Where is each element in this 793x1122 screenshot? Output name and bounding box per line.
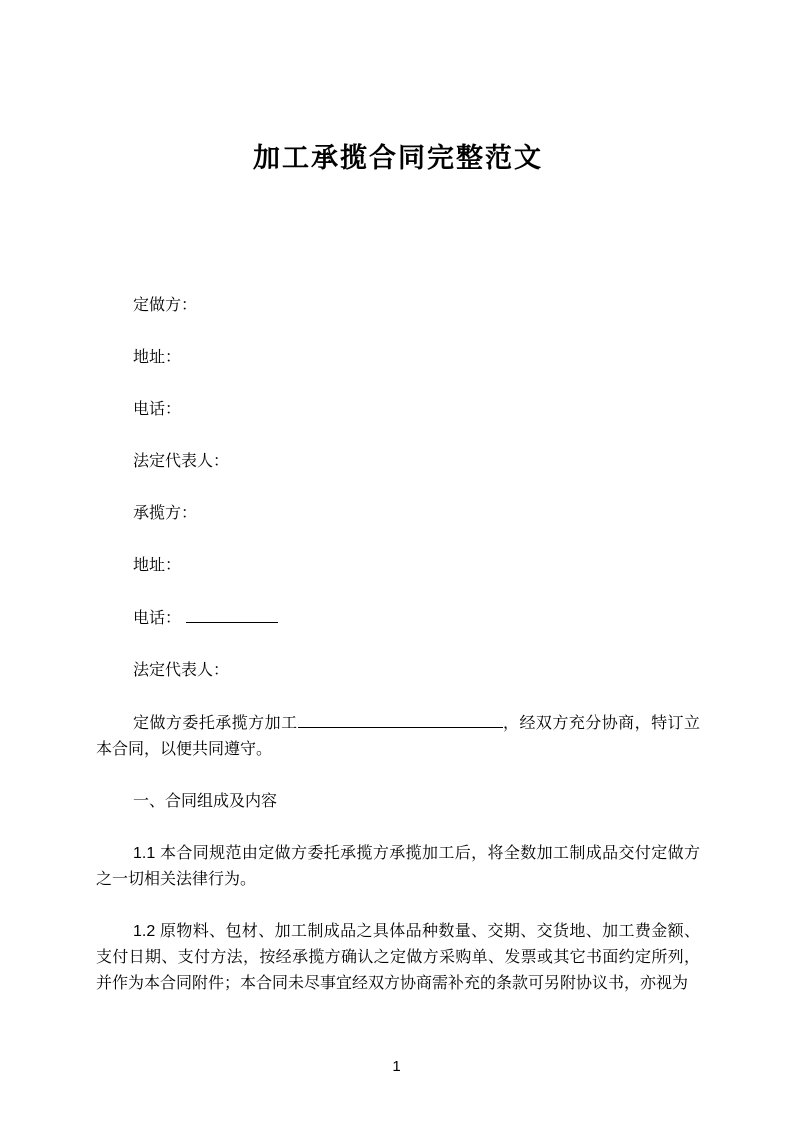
label-text: 承揽方：: [133, 505, 198, 522]
party-label-contractor-representative: [96, 658, 700, 684]
party-label-contractor: [96, 501, 700, 527]
label-text: 电话：: [133, 401, 182, 418]
label-text: 电话：: [133, 610, 182, 627]
party-label-orderer-representative: [96, 449, 700, 475]
page-number: 1: [392, 1058, 401, 1075]
party-label-orderer: [96, 293, 700, 319]
fill-in-blank-phone: [186, 605, 278, 623]
label-text: 法定代表人：: [133, 453, 230, 470]
intro-paragraph: [96, 710, 700, 763]
intro-text-before: 定做方委托承揽方加工: [133, 715, 298, 732]
label-text: 地址：: [133, 557, 182, 574]
label-text: 定做方：: [133, 297, 198, 314]
page-title: 加工承揽合同完整范文: [253, 143, 543, 173]
party-label-contractor-phone: [96, 605, 700, 632]
party-label-orderer-address: [96, 345, 700, 371]
party-label-orderer-phone: [96, 397, 700, 423]
section-heading-1: 一、合同组成及内容: [133, 793, 278, 810]
label-text: 地址：: [133, 349, 182, 366]
party-info-block: [96, 293, 700, 684]
label-text: 法定代表人：: [133, 662, 230, 679]
clause-1-2: 1.2 原物料、包材、加工制成品之具体品种数量、交期、交货地、加工费金额、支付日期、支付方法，按经承揽方确认之定做方采购单、发票或其它书面约定所列，并作为本合同附件；本合同未尽事宜经双方协商需补充的条款可另附协议书，亦视为: [96, 923, 700, 992]
fill-in-blank-subject: [298, 710, 503, 728]
party-label-contractor-address: [96, 553, 700, 579]
clause-1-1: 1.1 本合同规范由定做方委托承揽方承揽加工后，将全数加工制成品交付定做方之一切相关法律行为。: [96, 845, 700, 888]
intro-text-after: ，经双方充分协商，特订立本合同，以便共同遵守。: [96, 715, 700, 758]
